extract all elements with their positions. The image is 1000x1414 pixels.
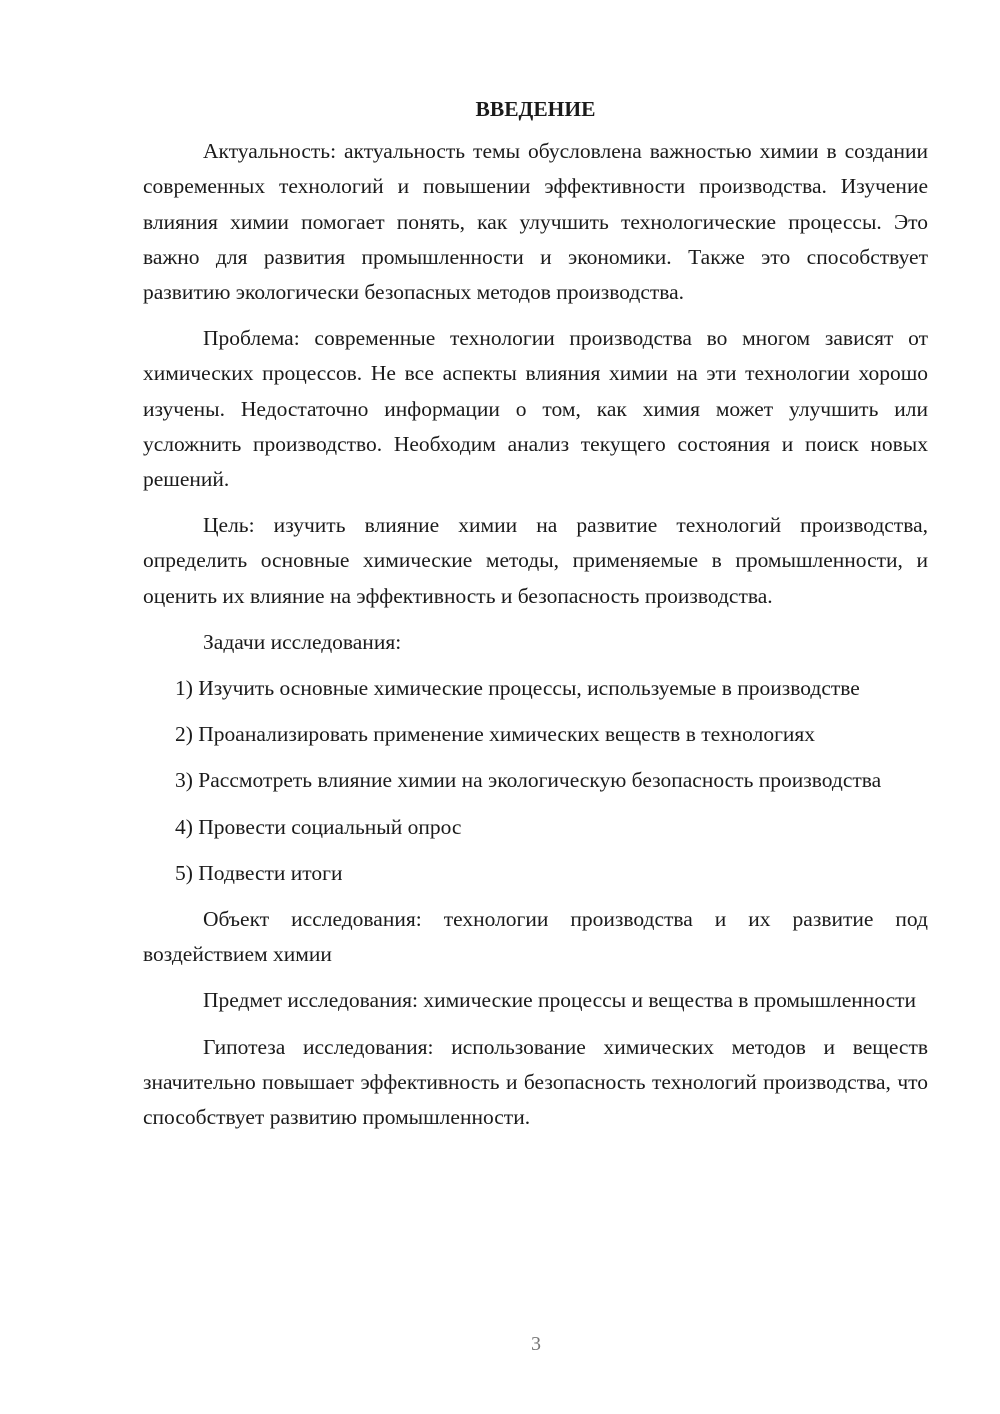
task-item-2: 2) Проанализировать применение химических веществ в технологиях bbox=[175, 722, 816, 747]
page-content bbox=[143, 92, 928, 1146]
hypothesis-paragraph: Гипотеза исследования: использование химических методов и веществ значительно повышает эффективность и безопасность технологий производства, что способствует развитию промышленности. bbox=[143, 1034, 928, 1130]
goal-paragraph: Цель: изучить влияние химии на развитие технологий производства, определить основные химические методы, применяемые в промышленности, и оценить их влияние на эффективность и безопасность производства. bbox=[143, 513, 928, 608]
object-paragraph: Объект исследования: технологии производства и их развитие под воздействием химии bbox=[143, 907, 928, 967]
page-title: ВВЕДЕНИЕ bbox=[475, 97, 596, 121]
problem-paragraph: Проблема: современные технологии производства во многом зависят от химических процессов. Не все аспекты влияния химии на эти технологии хорошо изучены. Недостаточно информации о том, как химия может улучшить или усложнить производство. Необходим анализ текущего состояния и поиск новых решений. bbox=[143, 326, 928, 492]
task-item-1: 1) Изучить основные химические процессы, используемые в производстве bbox=[175, 676, 860, 701]
task-item-3: 3) Рассмотреть влияние химии на экологическую безопасность производства bbox=[175, 768, 882, 793]
task-item-4: 4) Провести социальный опрос bbox=[175, 814, 462, 839]
tasks-heading: Задачи исследования: bbox=[203, 629, 402, 654]
task-item-5: 5) Подвести итоги bbox=[175, 860, 343, 885]
relevance-paragraph: Актуальность: актуальность темы обусловлена важностью химии в создании современных технологий и повышении эффективности производства. Изучение влияния химии помогает понять, как улучшить технологические процессы. Это важно для развития промышленности и экономики. Также это способствует развитию экологически безопасных методов производства. bbox=[143, 139, 928, 305]
page-number: 3 bbox=[531, 1333, 541, 1355]
subject-paragraph: Предмет исследования: химические процессы и вещества в промышленности bbox=[203, 988, 917, 1013]
